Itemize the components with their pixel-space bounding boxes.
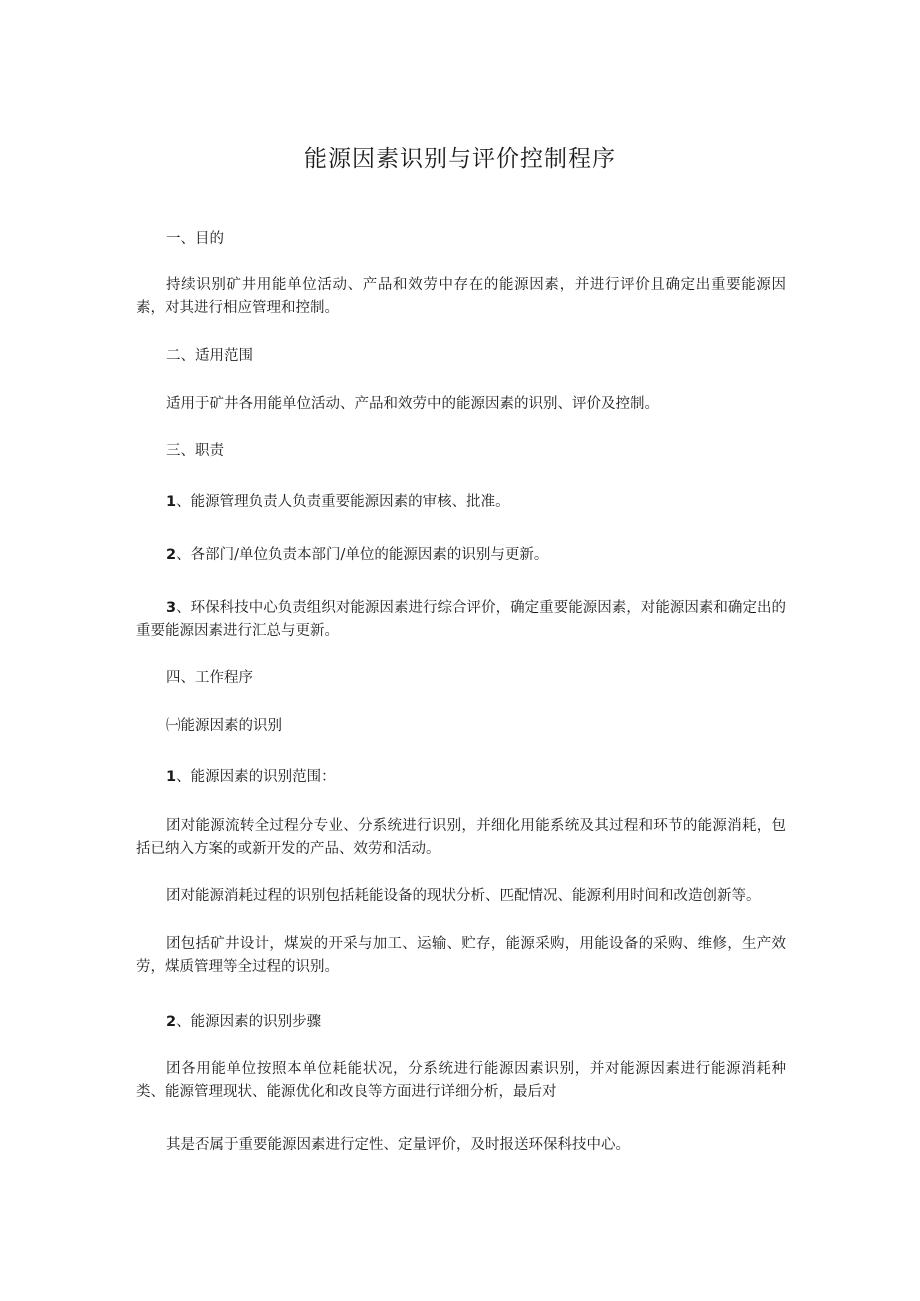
duty-item-2 bbox=[166, 544, 548, 567]
duty-item-number: 3 bbox=[166, 600, 177, 616]
section-heading-scope: 二、适用范围 bbox=[166, 348, 253, 364]
section-heading-purpose: 一、目的 bbox=[166, 231, 224, 247]
section-heading-procedure: 四、工作程序 bbox=[166, 670, 253, 686]
duty-item-1 bbox=[166, 491, 510, 514]
subsection-heading-identification: ㈠能源因素的识别 bbox=[166, 718, 282, 734]
section-heading-duties: 三、职责 bbox=[166, 443, 224, 459]
procedure-item-text: 、能源因素的识别范围： bbox=[176, 769, 336, 785]
scope-paragraph: 适用于矿井各用能单位活动、产品和效劳中的能源因素的识别、评价及控制。 bbox=[166, 396, 659, 412]
identification-scope-paragraph-1: 团对能源流转全过程分专业、分系统进行识别，并细化用能系统及其过程和环节的能源消耗，包括已纳入方案的或新开发的产品、效劳和活动。 bbox=[136, 818, 786, 857]
procedure-item-1 bbox=[166, 766, 336, 789]
purpose-paragraph: 持续识别矿井用能单位活动、产品和效劳中存在的能源因素，并进行评价且确定出重要能源因素，对其进行相应管理和控制。 bbox=[136, 277, 786, 316]
identification-scope-paragraph-2: 团对能源消耗过程的识别包括耗能设备的现状分析、匹配情况、能源利用时间和改造创新等。 bbox=[166, 888, 761, 904]
duty-item-text: 、环保科技中心负责组织对能源因素进行综合评价，确定重要能源因素，对能源因素和确定出的重要能源因素进行汇总与更新。 bbox=[136, 600, 786, 639]
procedure-item-text: 、能源因素的识别步骤 bbox=[176, 1014, 322, 1030]
procedure-item-2 bbox=[166, 1011, 321, 1034]
document-title: 能源因素识别与评价控制程序 bbox=[304, 146, 616, 172]
procedure-item-number: 2 bbox=[166, 1014, 177, 1030]
identification-steps-continuation: 其是否属于重要能源因素进行定性、定量评价，及时报送环保科技中心。 bbox=[166, 1137, 630, 1153]
duty-item-number: 1 bbox=[166, 494, 177, 510]
identification-scope-paragraph-3: 团包括矿井设计，煤炭的开采与加工、运输、贮存，能源采购，用能设备的采购、维修，生产效劳，煤质管理等全过程的识别。 bbox=[136, 936, 786, 975]
duty-item-number: 2 bbox=[166, 547, 177, 563]
duty-item-text: 、各部门/单位负责本部门/单位的能源因素的识别与更新。 bbox=[176, 547, 549, 563]
procedure-item-number: 1 bbox=[166, 769, 177, 785]
identification-steps-paragraph: 团各用能单位按照本单位耗能状况，分系统进行能源因素识别，并对能源因素进行能源消耗种类、能源管理现状、能源优化和改良等方面进行详细分析，最后对 bbox=[136, 1061, 786, 1100]
duty-item-text: 、能源管理负责人负责重要能源因素的审核、批准。 bbox=[176, 494, 510, 510]
duty-item-3 bbox=[136, 597, 786, 643]
